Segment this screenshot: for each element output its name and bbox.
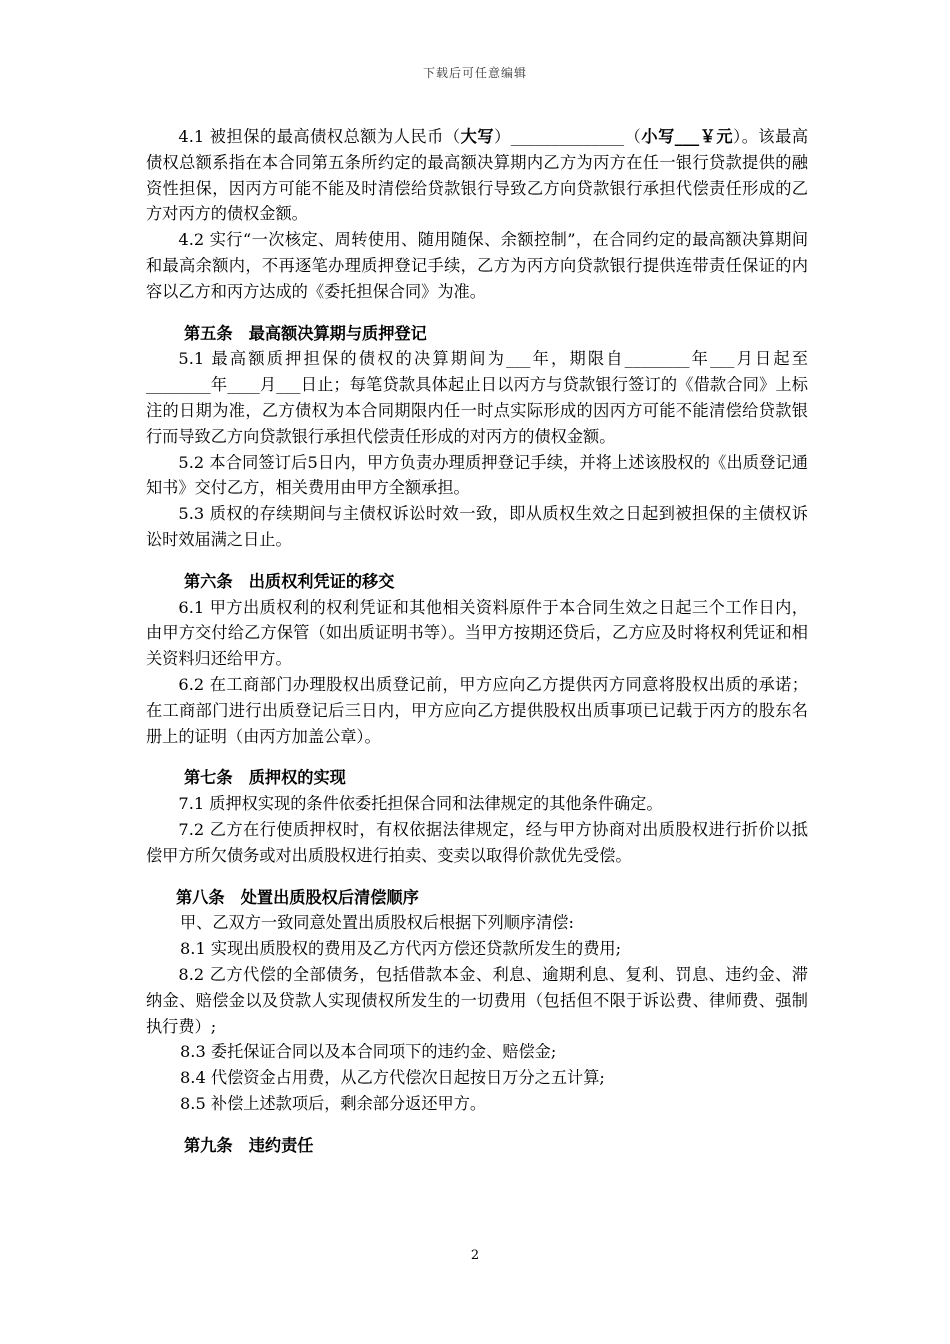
- clause-4-1-yuan: 元: [716, 127, 734, 146]
- clause-4-1-text-f: ）。该最高债权总额系指在本合同第五条所约定的最高额决算期内乙方为丙方在任一银行贷款提供的融资性担保，因丙方可能不能及时清偿给贷款银行导致乙方向贷款银行承担代偿责任形成的乙方对丙方的债权金额。: [146, 127, 809, 224]
- article-7-heading: 第七条 质押权的实现: [184, 768, 346, 788]
- article-8-intro: 甲、乙双方一致同意处置出质股权后根据下列顺序清偿:: [180, 913, 574, 933]
- article-9-heading: 第九条 违约责任: [184, 1135, 314, 1155]
- article-5-heading: 第五条 最高额决算期与质押登记: [184, 323, 427, 343]
- clause-4-1-text-a: 4.1 被担保的最高债权总额为人民币（: [178, 127, 461, 146]
- clause-6-2: 6.2 在工商部门办理股权出质登记前，甲方应向乙方提供丙方同意将股权出质的承诺；在工商部门进行出质登记后三日内，甲方应向乙方提供股权出质事项已记载于丙方的股东名册上的证明（由丙方加盖公章）。: [146, 674, 808, 746]
- clause-4-1-daxie: 大写: [460, 127, 495, 146]
- clause-8-4: 8.4 代偿资金占用费，从乙方代偿次日起按日万分之五计算;: [180, 1068, 605, 1088]
- clause-8-1: 8.1 实现出质股权的费用及乙方代丙方偿还贷款所发生的费用;: [180, 939, 622, 959]
- page-header: 下载后可任意编辑: [422, 66, 527, 80]
- clause-4-2: 4.2 实行“一次核定、周转使用、随用随保、余额控制”，在合同约定的最高额决算期间和最高余额内，不再逐笔办理质押登记手续，乙方为丙方向贷款银行提供连带责任保证的内容以乙方和丙方达成的《委托担保合同》为准。: [146, 230, 808, 301]
- clause-4-1-text-c: ）______________（: [494, 127, 642, 146]
- page-number: 2: [470, 1248, 480, 1263]
- clause-4-1: [146, 124, 808, 227]
- clause-6-1: 6.1 甲方出质权利的权利凭证和其他相关资料原件于本合同生效之日起三个工作日内，由甲方交付给乙方保管（如出质证明书等）。当甲方按期还贷后，乙方应及时将权利凭证和相关资料归还给甲方。: [146, 597, 808, 669]
- clause-8-2: 8.2 乙方代偿的全部债务，包括借款本金、利息、逾期利息、复利、罚息、违约金、滞纳金、赔偿金以及贷款人实现债权所发生的一切费用（包括但不限于诉讼费、律师费、强制执行费）;: [146, 964, 808, 1036]
- clause-8-5: 8.5 补偿上述款项后，剩余部分返还甲方。: [180, 1093, 487, 1113]
- article-6-heading: 第六条 出质权利凭证的移交: [184, 571, 395, 591]
- clause-5-1: 5.1 最高额质押担保的债权的决算期间为___年，期限自________年___月日起至________年____月___日止；每笔贷款具体起止日以丙方与贷款银行签订的《借款合同》上标注的日期为准，乙方债权为本合同期限内任一时点实际形成的因丙方可能不能清偿给贷款银行而导致乙方向贷款银行承担代偿责任形成的对丙方的债权金额。: [146, 349, 808, 446]
- document-body: [146, 124, 808, 1158]
- clause-5-2: 5.2 本合同签订后5日内，甲方负责办理质押登记手续，并将上述该股权的《出质登记通知书》交付乙方，相关费用由甲方全额承担。: [146, 452, 808, 498]
- clause-8-3: 8.3 委托保证合同以及本合同项下的违约金、赔偿金;: [180, 1042, 557, 1062]
- article-8-heading: 第八条 处置出质股权后清偿顺序: [176, 887, 419, 907]
- clause-7-2: 7.2 乙方在行使质押权时，有权依据法律规定，经与甲方协商对出质股权进行折价以抵偿甲方所欠债务或对出质股权进行拍卖、变卖以取得价款优先受偿。: [146, 819, 808, 865]
- clause-7-1: 7.1 质押权实现的条件依委托担保合同和法律规定的其他条件确定。: [178, 794, 663, 814]
- clause-5-3: 5.3 质权的存续期间与主债权诉讼时效一致，即从质权生效之日起到被担保的主债权诉讼时效届满之日止。: [146, 504, 808, 549]
- clause-4-1-xiaoxie: 小写___￥: [641, 127, 717, 146]
